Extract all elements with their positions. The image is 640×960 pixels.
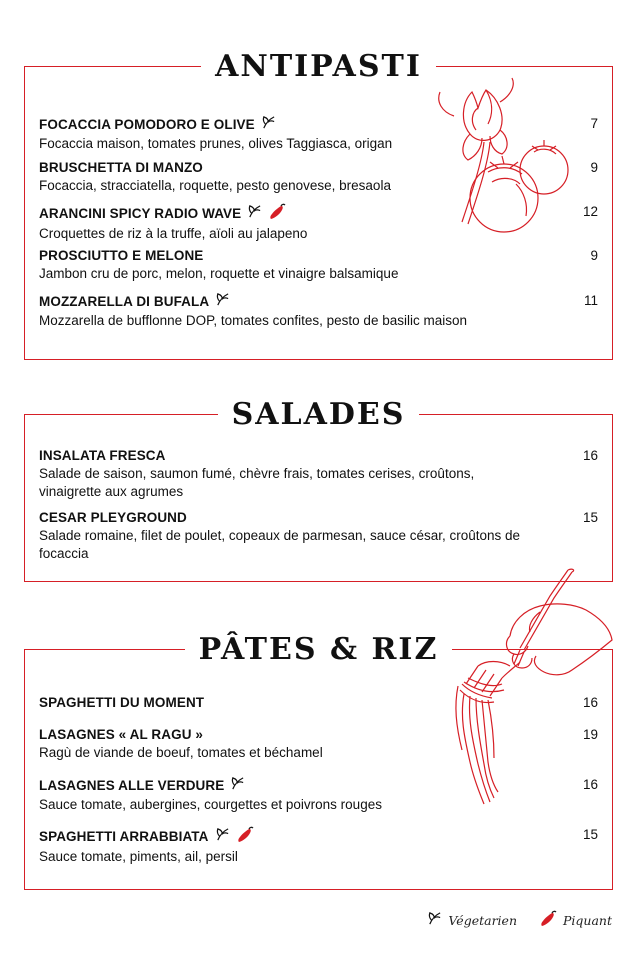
menu-item — [39, 247, 598, 283]
item-description: Focaccia, stracciatella, roquette, pesto genovese, bresaola — [39, 178, 391, 193]
legend — [427, 910, 612, 930]
item-description: Ragù de viande de boeuf, tomates et béchamel — [39, 745, 323, 760]
item-description: Sauce tomate, piments, ail, persil — [39, 849, 238, 864]
item-price: 7 — [590, 116, 598, 131]
leaf-icon — [247, 204, 262, 224]
item-price: 16 — [582, 448, 598, 463]
item-price: 12 — [582, 204, 598, 219]
menu-item — [39, 826, 598, 866]
fork-spaghetti-illustration — [440, 566, 620, 806]
item-price: 11 — [583, 293, 598, 308]
item-name: INSALATA FRESCA — [39, 448, 166, 463]
item-name: SPAGHETTI DU MOMENT — [39, 695, 205, 710]
item-name: LASAGNES « AL RAGU » — [39, 727, 204, 742]
item-name: FOCACCIA POMODORO E OLIVE — [39, 117, 255, 132]
section-salades — [24, 397, 613, 582]
chili-icon — [539, 910, 557, 930]
section-title: SALADES — [218, 389, 420, 441]
item-price: 16 — [582, 695, 598, 710]
item-description: Salade romaine, filet de poulet, copeaux de parmesan, sauce césar, croûtons de focaccia — [39, 528, 521, 561]
leaf-icon — [427, 911, 442, 929]
item-price: 9 — [590, 160, 598, 175]
item-description: Mozzarella de bufflonne DOP, tomates confites, pesto de basilic maison — [39, 313, 467, 328]
item-price: 16 — [582, 777, 598, 792]
item-description: Focaccia maison, tomates prunes, olives Taggiasca, origan — [39, 136, 393, 151]
legend-spicy: Piquant — [563, 912, 612, 928]
leaf-icon — [215, 827, 230, 847]
item-description: Sauce tomate, aubergines, courgettes et poivrons rouges — [39, 797, 382, 812]
chili-icon — [236, 826, 254, 848]
item-name: LASAGNES ALLE VERDURE — [39, 778, 225, 793]
item-price: 19 — [582, 727, 598, 742]
menu-item — [39, 292, 598, 330]
item-description: Jambon cru de porc, melon, roquette et vinaigre balsamique — [39, 266, 399, 281]
section-title: ANTIPASTI — [201, 41, 436, 93]
item-name: PROSCIUTTO E MELONE — [39, 248, 204, 263]
chili-icon — [268, 203, 286, 225]
menu-item — [39, 447, 598, 501]
item-price: 15 — [582, 827, 598, 842]
item-price: 9 — [590, 248, 598, 263]
section-title: PÂTES & RIZ — [185, 624, 453, 676]
item-name: CESAR PLEYGROUND — [39, 510, 187, 525]
artichoke-tomato-illustration — [432, 72, 582, 242]
item-description: Croquettes de riz à la truffe, aïoli au jalapeno — [39, 226, 308, 241]
item-name: MOZZARELLA DI BUFALA — [39, 294, 210, 309]
item-name: BRUSCHETTA DI MANZO — [39, 160, 203, 175]
item-name: ARANCINI SPICY RADIO WAVE — [39, 206, 242, 221]
leaf-icon — [215, 292, 230, 312]
item-name: SPAGHETTI ARRABBIATA — [39, 829, 209, 844]
menu-item — [39, 509, 598, 563]
leaf-icon — [261, 115, 276, 135]
leaf-icon — [230, 776, 245, 796]
item-price: 15 — [582, 510, 598, 525]
legend-vegetarian: Végetarien — [448, 912, 517, 928]
item-description: Salade de saison, saumon fumé, chèvre frais, tomates cerises, croûtons, vinaigrette aux agrumes — [39, 466, 475, 499]
